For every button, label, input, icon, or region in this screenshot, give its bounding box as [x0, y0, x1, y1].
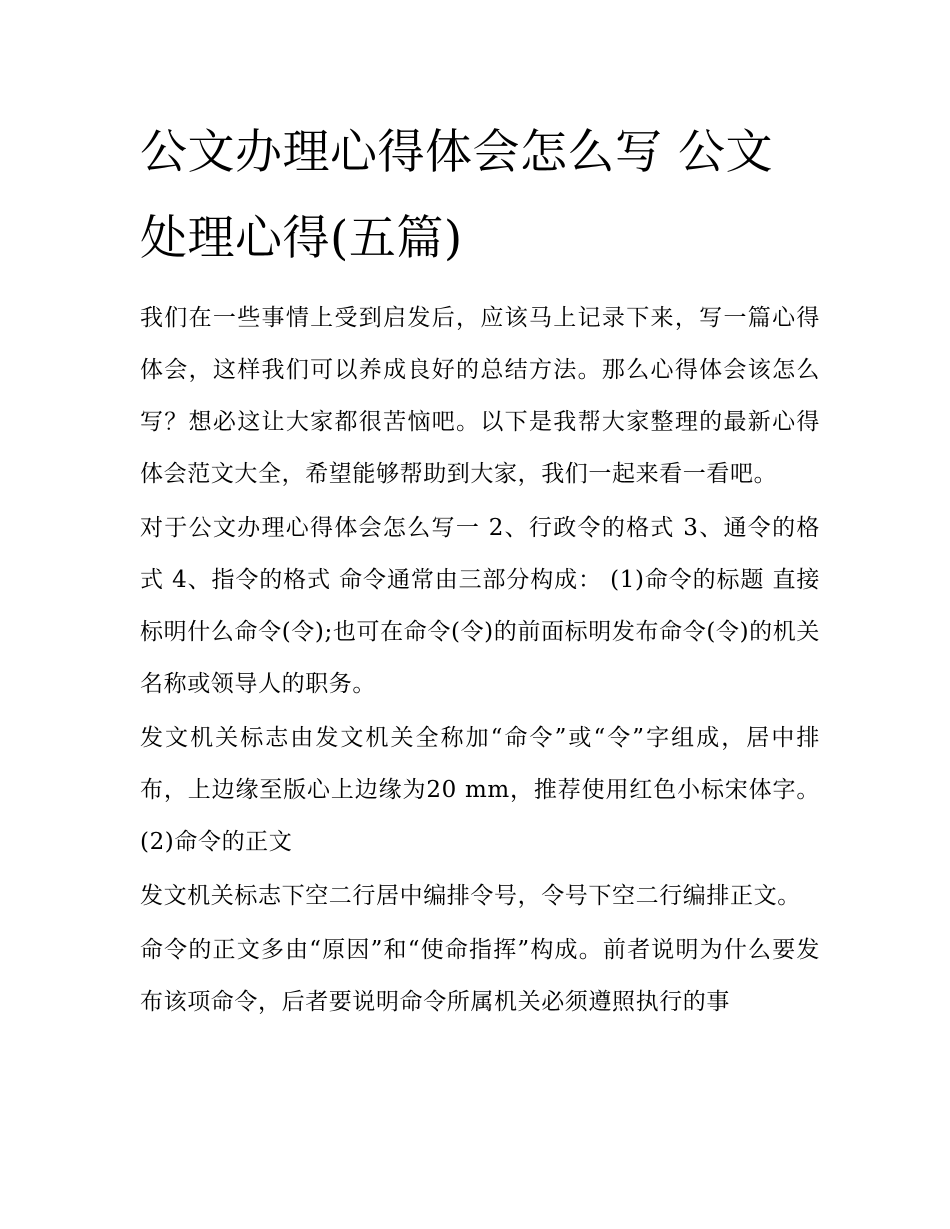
paragraph-order-number: 发文机关标志下空二行居中编排令号，令号下空二行编排正文。 — [140, 883, 801, 909]
paragraph-command-format: 对于公文办理心得体会怎么写一 2、行政令的格式 3、通令的格式 4、指令的格式 命令通常由三部分构成： (1)命令的标题 直接标明什么命令(令);也可在命令(令)的前面标明发布命令(令)的机关名称或领导人的职务。 — [140, 515, 820, 697]
paragraph-intro: 我们在一些事情上受到启发后，应该马上记录下来，写一篇心得体会，这样我们可以养成良好的总结方法。那么心得体会该怎么写？想必这让大家都很苦恼吧。以下是我帮大家整理的最新心得体会范文大全，希望能够帮助到大家，我们一起来看一看吧。 — [140, 305, 820, 487]
document-page — [140, 110, 820, 1028]
document-title: 公文办理心得体会怎么写 公文处理心得(五篇) — [140, 125, 773, 266]
paragraph-issuer-mark: 发文机关标志由发文机关全称加“命令”或“令”字组成，居中排布，上边缘至版心上边缘为20 mm，推荐使用红色小标宋体字。 (2)命令的正文 — [140, 725, 820, 855]
paragraph-command-body: 命令的正文多由“原因”和“使命指挥”构成。前者说明为什么要发布该项命令，后者要说明命令所属机关必须遵照执行的事 — [140, 937, 820, 1015]
